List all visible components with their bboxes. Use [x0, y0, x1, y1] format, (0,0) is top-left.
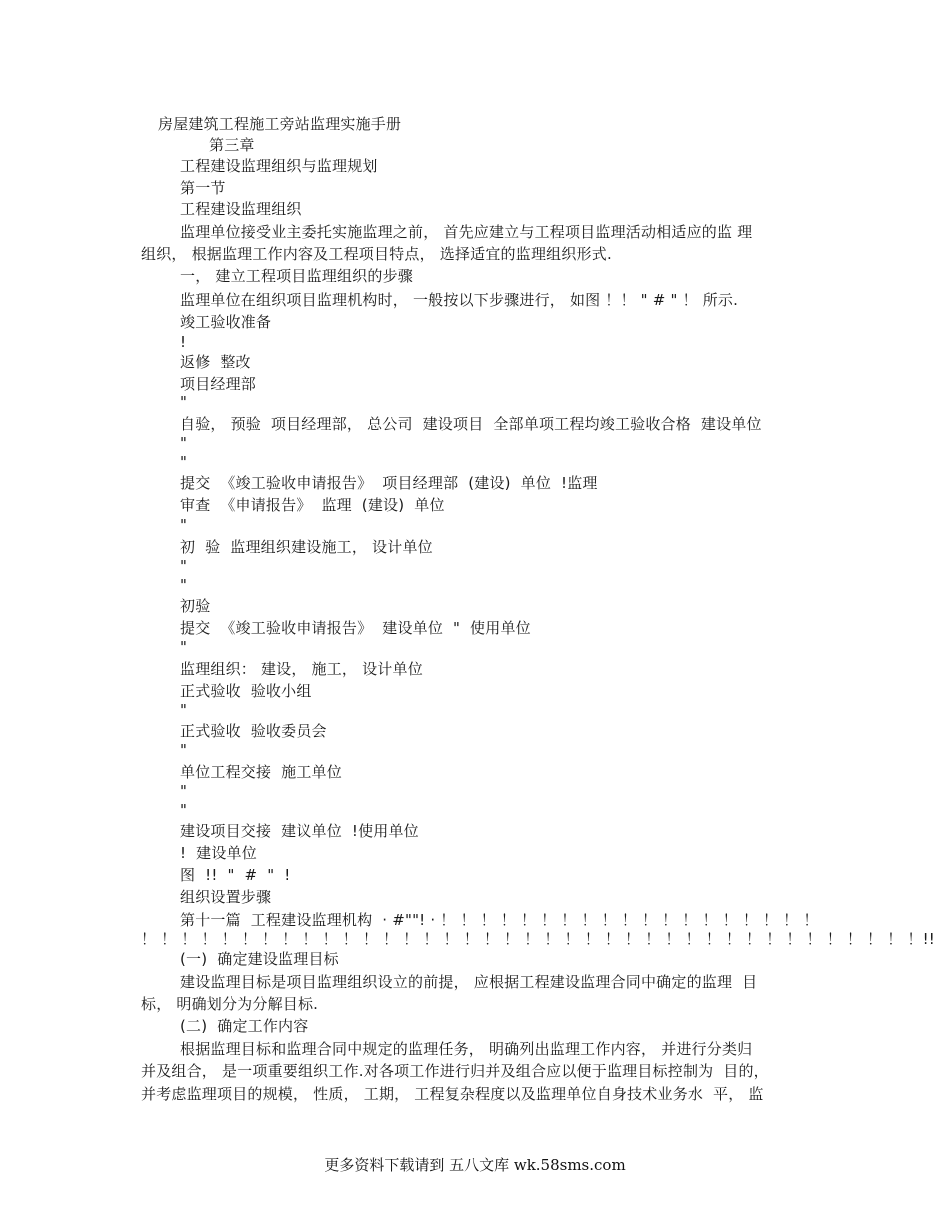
- flow-line: 提交 《竣工验收申请报告》 建设单位 " 使用单位: [180, 619, 531, 637]
- flow-line: ! 建设单位: [180, 844, 257, 862]
- flow-line: 项目经理部: [180, 375, 257, 393]
- work-content-paragraph-line: 并及组合， 是一项重要组织工作.对各项工作进行归并及组合应以便于监理目标控制为 目的，: [141, 1062, 769, 1080]
- flow-line: 初 验 监理组织建设施工， 设计单位: [180, 538, 433, 556]
- intro-paragraph-line: 监理单位接受业主委托实施监理之前， 首先应建立与工程项目监理活动相适应的监 理: [180, 223, 753, 241]
- intro-paragraph-line: 组织， 根据监理工作内容及工程项目特点， 选择适宜的监理组织形式.: [141, 245, 612, 263]
- document-title: 房屋建筑工程施工旁站监理实施手册: [158, 115, 402, 133]
- flow-line: 建设项目交接 建议单位 !使用单位: [180, 822, 419, 840]
- objectives-paragraph-line: 标， 明确划分为分解目标.: [141, 995, 319, 1013]
- footer-source: 更多资料下载请到 五八文库 wk.58sms.com: [324, 1156, 626, 1174]
- steps-intro: 监理单位在组织项目监理机构时， 一般按以下步骤进行， 如图 ！！ " # " ！ 所示.: [180, 291, 739, 309]
- flow-line: 监理组织： 建设， 施工， 设计单位: [180, 660, 423, 678]
- flow-line: ": [180, 557, 188, 575]
- work-content-paragraph-line: 并考虑监理项目的规模， 性质， 工期， 工程复杂程度以及监理单位自身技术业务水 平， 监: [141, 1085, 764, 1103]
- objectives-paragraph-line: 建设监理目标是项目监理组织设立的前提， 应根据工程建设监理合同中确定的监理 目: [180, 973, 758, 991]
- toc-line: 第十一篇 工程建设监理机构 · #""! · ！ ！ ！ ！ ！ ！ ！ ！ ！ ！ ！ ！ ！ ！ ！ ！ ！ ！ ！: [180, 911, 819, 929]
- flow-line: !: [180, 333, 187, 351]
- subheading-objectives: (一) 确定建设监理目标: [180, 950, 339, 968]
- flow-line: ": [180, 516, 188, 534]
- flow-line: 正式验收 验收委员会: [180, 722, 327, 740]
- heading-steps: 一， 建立工程项目监理组织的步骤: [180, 267, 413, 285]
- flow-line: ": [180, 701, 188, 719]
- flow-line: ": [180, 782, 188, 800]
- toc-line: ！ ！ ！ ！ ！ ！ ！ ！ ！ ！ ！ ！ ！ ！ ！ ！ ！ ！ ！ ！ ！ ！ ！ ！ ！ ！ ！ ！ ！ ！ ！ ！ ！ ！ ！ ！ ！ ！ ！!!: [141, 930, 936, 948]
- flow-line: ": [180, 638, 188, 656]
- flow-line: 正式验收 验收小组: [180, 682, 312, 700]
- chapter-number: 第三章: [209, 136, 255, 154]
- flow-line: ": [180, 453, 188, 471]
- flow-line: 竣工验收准备: [180, 313, 272, 331]
- section-number: 第一节: [180, 179, 226, 197]
- figure-caption-title: 组织设置步骤: [180, 888, 272, 906]
- flow-line: 自验， 预验 项目经理部， 总公司 建设项目 全部单项工程均竣工验收合格 建设单位: [180, 415, 762, 433]
- flow-line: 审查 《申请报告》 监理 (建设) 单位: [180, 496, 445, 514]
- flow-line: ": [180, 801, 188, 819]
- flow-line: ": [180, 576, 188, 594]
- flow-line: 提交 《竣工验收申请报告》 项目经理部 (建设) 单位 !监理: [180, 474, 598, 492]
- flow-line: 初验: [180, 597, 211, 615]
- flow-line: 返修 整改: [180, 353, 251, 371]
- work-content-paragraph-line: 根据监理目标和监理合同中规定的监理任务， 明确列出监理工作内容， 并进行分类归: [180, 1040, 753, 1058]
- flow-line: 单位工程交接 施工单位: [180, 763, 342, 781]
- figure-caption-number: 图 !! " # " !: [180, 866, 291, 884]
- flow-line: ": [180, 393, 188, 411]
- flow-line: ": [180, 741, 188, 759]
- section-title: 工程建设监理组织: [180, 200, 302, 218]
- subheading-work-content: (二) 确定工作内容: [180, 1017, 309, 1035]
- flow-line: ": [180, 434, 188, 452]
- chapter-title: 工程建设监理组织与监理规划: [180, 157, 378, 175]
